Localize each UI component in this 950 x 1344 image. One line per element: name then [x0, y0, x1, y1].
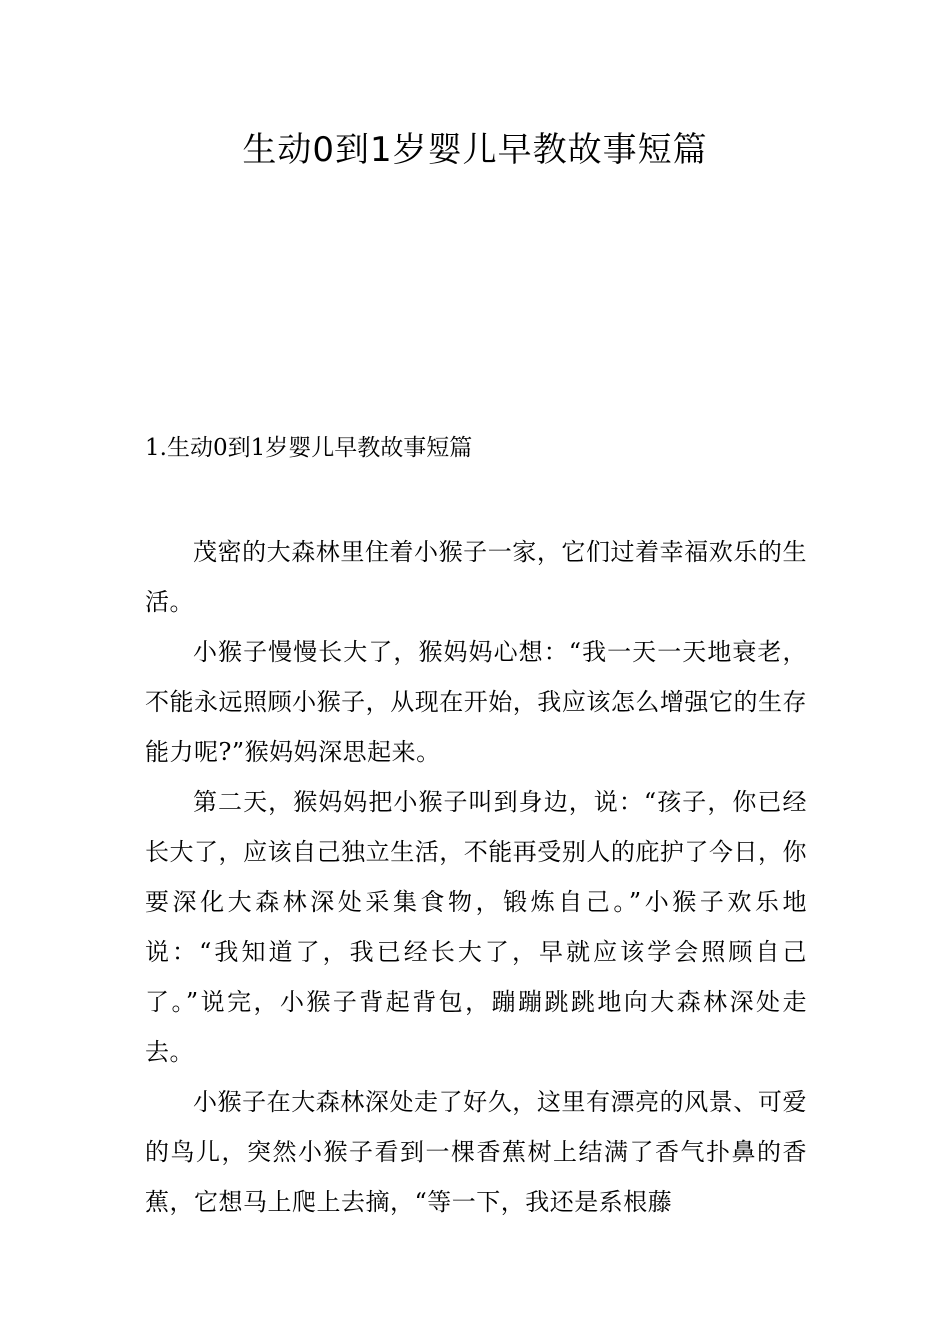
story-body	[145, 527, 807, 1227]
paragraph: 第二天，猴妈妈把小猴子叫到身边，说：“孩子，你已经长大了，应该自己独立生活，不能再受别人的庇护了今日，你要深化大森林深处采集食物，锻炼自己。”小猴子欢乐地说：“我知道了，我已经长大了，早就应该学会照顾自己了。”说完，小猴子背起背包，蹦蹦跳跳地向大森林深处走去。	[145, 788, 807, 1066]
paragraph: 小猴子慢慢长大了，猴妈妈心想：“我一天一天地衰老，不能永远照顾小猴子，从现在开始，我应该怎么增强它的生存能力呢?”猴妈妈深思起来。	[145, 638, 807, 766]
section-heading: 1.生动0到1岁婴儿早教故事短篇	[145, 435, 473, 461]
document-title: 生动0到1岁婴儿早教故事短篇	[242, 130, 708, 170]
paragraph: 小猴子在大森林深处走了好久，这里有漂亮的风景、可爱的鸟儿，突然小猴子看到一棵香蕉树上结满了香气扑鼻的香蕉，它想马上爬上去摘，“等一下，我还是系根藤	[145, 1088, 807, 1216]
paragraph: 茂密的大森林里住着小猴子一家，它们过着幸福欢乐的生活。	[145, 538, 807, 616]
